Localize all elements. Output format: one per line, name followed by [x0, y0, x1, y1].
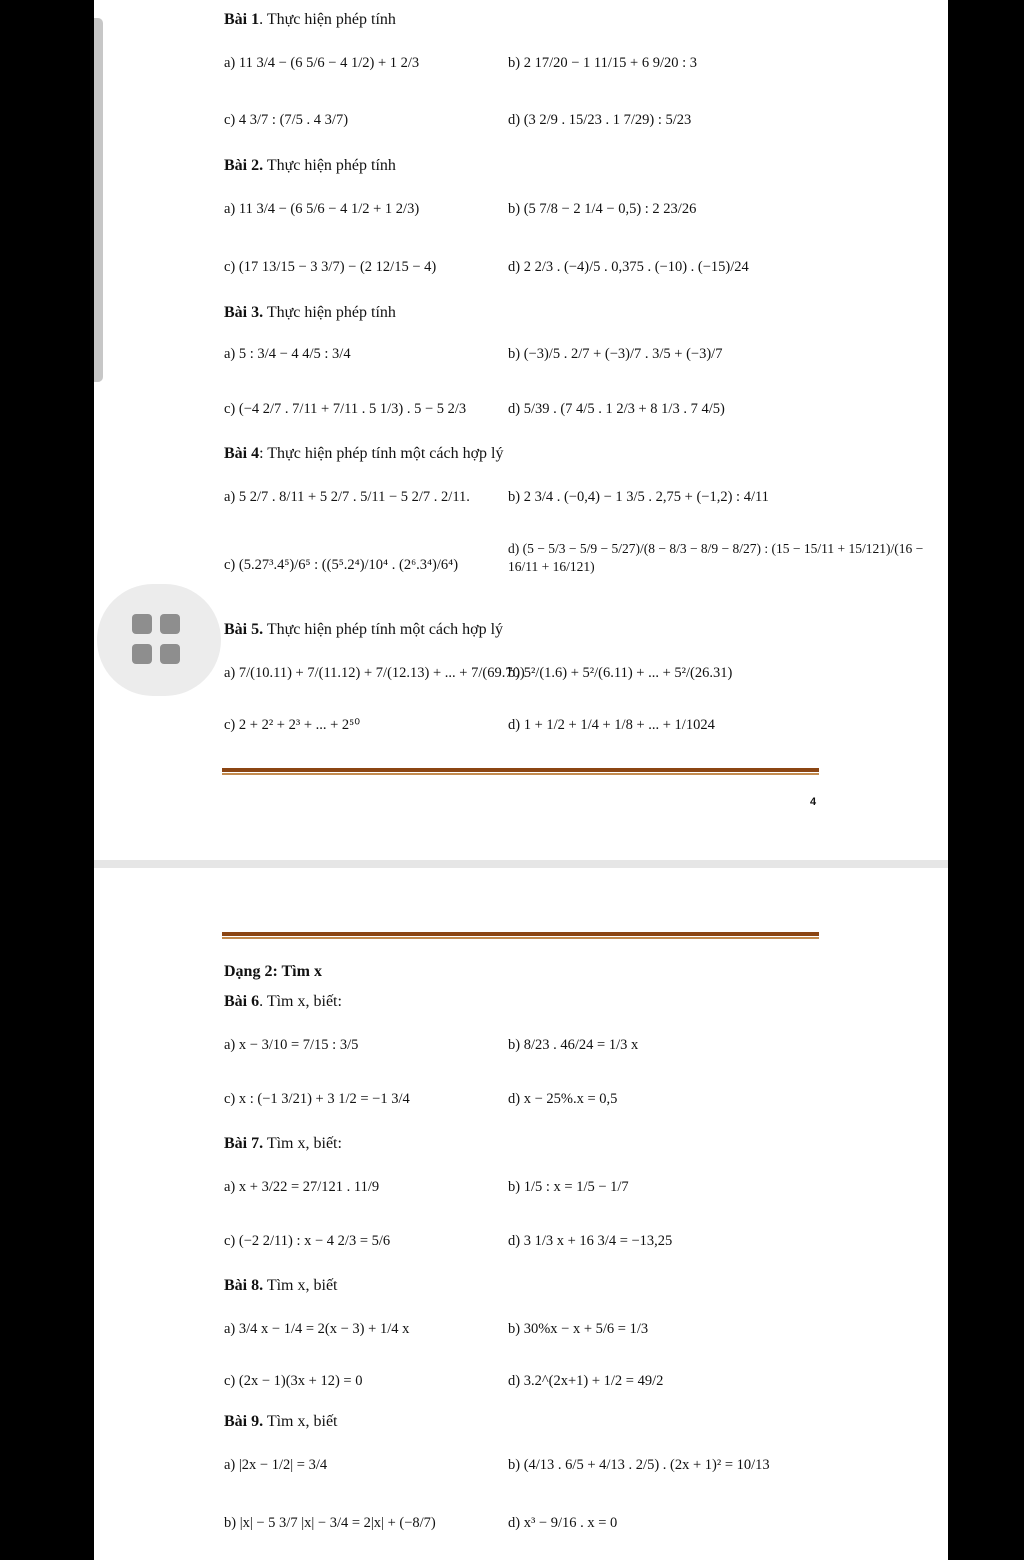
bai2-heading: [224, 158, 396, 174]
bai1-label: Bài 1: [224, 11, 260, 28]
bai3-c: c) (−4 2/7 . 7/11 + 7/11 . 5 1/3) . 5 − 5 2/3: [224, 401, 467, 417]
bai5-c: c) 2 + 2² + 2³ + ... + 2⁵⁰: [224, 717, 361, 733]
bai8-b: b) 30%x − x + 5/6 = 1/3: [508, 1321, 649, 1337]
bai6-b: b) 8/23 . 46/24 = 1/3 x: [508, 1037, 639, 1053]
bai5-a: a) 7/(10.11) + 7/(11.12) + 7/(12.13) + ... + 7/(69.70): [224, 665, 525, 681]
bai2-b: b) (5 7/8 − 2 1/4 − 0,5) : 2 23/26: [508, 201, 697, 217]
bai4-a: a) 5 2/7 . 8/11 + 5 2/7 . 5/11 − 5 2/7 . 2/11.: [224, 489, 470, 505]
bai3-b: b) (−3)/5 . 2/7 + (−3)/7 . 3/5 + (−3)/7: [508, 346, 723, 362]
page-gap: [94, 860, 948, 868]
bai9-a: a) |2x − 1/2| = 3/4: [224, 1457, 328, 1473]
bai8-d: d) 3.2^(2x+1) + 1/2 = 49/2: [508, 1373, 664, 1389]
bai1-d: d) (3 2/9 . 15/23 . 1 7/29) : 5/23: [508, 112, 692, 128]
bai7-c: c) (−2 2/11) : x − 4 2/3 = 5/6: [224, 1233, 391, 1249]
bai6-a: a) x − 3/10 = 7/15 : 3/5: [224, 1037, 359, 1053]
bai6-label: Bài 6: [224, 993, 260, 1010]
bai2-label: Bài 2.: [224, 157, 264, 174]
bai5-label: Bài 5.: [224, 621, 264, 638]
bai6-heading: [224, 994, 342, 1010]
bai5-b: b) 5²/(1.6) + 5²/(6.11) + ... + 5²/(26.31): [508, 665, 733, 681]
bai7-title: Tìm x, biết:: [263, 1135, 342, 1152]
bai3-d: d) 5/39 . (7 4/5 . 1 2/3 + 8 1/3 . 7 4/5): [508, 401, 725, 417]
bai3-title: Thực hiện phép tính: [263, 304, 396, 321]
bai4-label: Bài 4: [224, 445, 260, 462]
dang2-label: Dạng 2: Tìm x: [224, 963, 322, 980]
bai1-c: c) 4 3/7 : (7/5 . 4 3/7): [224, 112, 349, 128]
bai1-heading: [224, 12, 396, 28]
bai5-title: Thực hiện phép tính một cách hợp lý: [263, 621, 504, 638]
bai2-a: a) 11 3/4 − (6 5/6 − 4 1/2 + 1 2/3): [224, 201, 420, 217]
dang2-heading: [224, 964, 322, 980]
bai1-title: . Thực hiện phép tính: [259, 11, 396, 28]
bai6-d: d) x − 25%.x = 0,5: [508, 1091, 618, 1107]
page-number: 4: [810, 796, 817, 808]
header-rule: [222, 932, 819, 939]
bai5-d: d) 1 + 1/2 + 1/4 + 1/8 + ... + 1/1024: [508, 717, 715, 733]
bai4-d: d) (5 − 5/3 − 5/9 − 5/27)/(8 − 8/3 − 8/9 − 8/27) : (15 − 15/11 + 15/121)/(16 − 16/11 + 16/121): [508, 541, 924, 574]
bai2-title: Thực hiện phép tính: [263, 157, 396, 174]
bai6-c: c) x : (−1 3/21) + 3 1/2 = −1 3/4: [224, 1091, 410, 1107]
bai4-c: c) (5.27³.4⁵)/6⁵ : ((5⁵.2⁴)/10⁴ . (2⁶.3⁴)/6⁴): [224, 557, 459, 573]
bai9-c: b) |x| − 5 3/7 |x| − 3/4 = 2|x| + (−8/7): [224, 1515, 436, 1531]
document-page-5: [94, 868, 948, 1560]
scrollbar-handle[interactable]: [94, 18, 103, 382]
bai4-heading: [224, 446, 503, 462]
bai8-title: Tìm x, biết: [263, 1277, 338, 1294]
bai9-d: d) x³ − 9/16 . x = 0: [508, 1515, 618, 1531]
bai7-a: a) x + 3/22 = 27/121 . 11/9: [224, 1179, 380, 1195]
bai2-c: c) (17 13/15 − 3 3/7) − (2 12/15 − 4): [224, 259, 437, 275]
bai9-label: Bài 9.: [224, 1413, 264, 1430]
footer-rule: [222, 768, 819, 775]
bai8-heading: [224, 1278, 338, 1294]
bai7-label: Bài 7.: [224, 1135, 264, 1152]
bai7-d: d) 3 1/3 x + 16 3/4 = −13,25: [508, 1233, 673, 1249]
bai3-label: Bài 3.: [224, 304, 264, 321]
bai1-a: a) 11 3/4 − (6 5/6 − 4 1/2) + 1 2/3: [224, 55, 420, 71]
bai2-d: d) 2 2/3 . (−4)/5 . 0,375 . (−10) . (−15)/24: [508, 259, 749, 275]
grid-view-button[interactable]: [97, 584, 221, 696]
bai6-title: . Tìm x, biết:: [259, 993, 342, 1010]
bai3-a: a) 5 : 3/4 − 4 4/5 : 3/4: [224, 346, 351, 362]
document-page-4: [94, 0, 948, 860]
bai5-heading: [224, 622, 503, 638]
bai3-heading: [224, 305, 396, 321]
bai7-heading: [224, 1136, 342, 1152]
bai4-b: b) 2 3/4 . (−0,4) − 1 3/5 . 2,75 + (−1,2) : 4/11: [508, 489, 769, 505]
bai7-b: b) 1/5 : x = 1/5 − 1/7: [508, 1179, 629, 1195]
bai9-b: b) (4/13 . 6/5 + 4/13 . 2/5) . (2x + 1)² = 10/13: [508, 1457, 770, 1473]
bai4-title: : Thực hiện phép tính một cách hợp lý: [259, 445, 504, 462]
bai9-heading: [224, 1414, 338, 1430]
bai8-a: a) 3/4 x − 1/4 = 2(x − 3) + 1/4 x: [224, 1321, 410, 1337]
bai8-c: c) (2x − 1)(3x + 12) = 0: [224, 1373, 363, 1389]
bai8-label: Bài 8.: [224, 1277, 264, 1294]
bai1-b: b) 2 17/20 − 1 11/15 + 6 9/20 : 3: [508, 55, 698, 71]
bai9-title: Tìm x, biết: [263, 1413, 338, 1430]
